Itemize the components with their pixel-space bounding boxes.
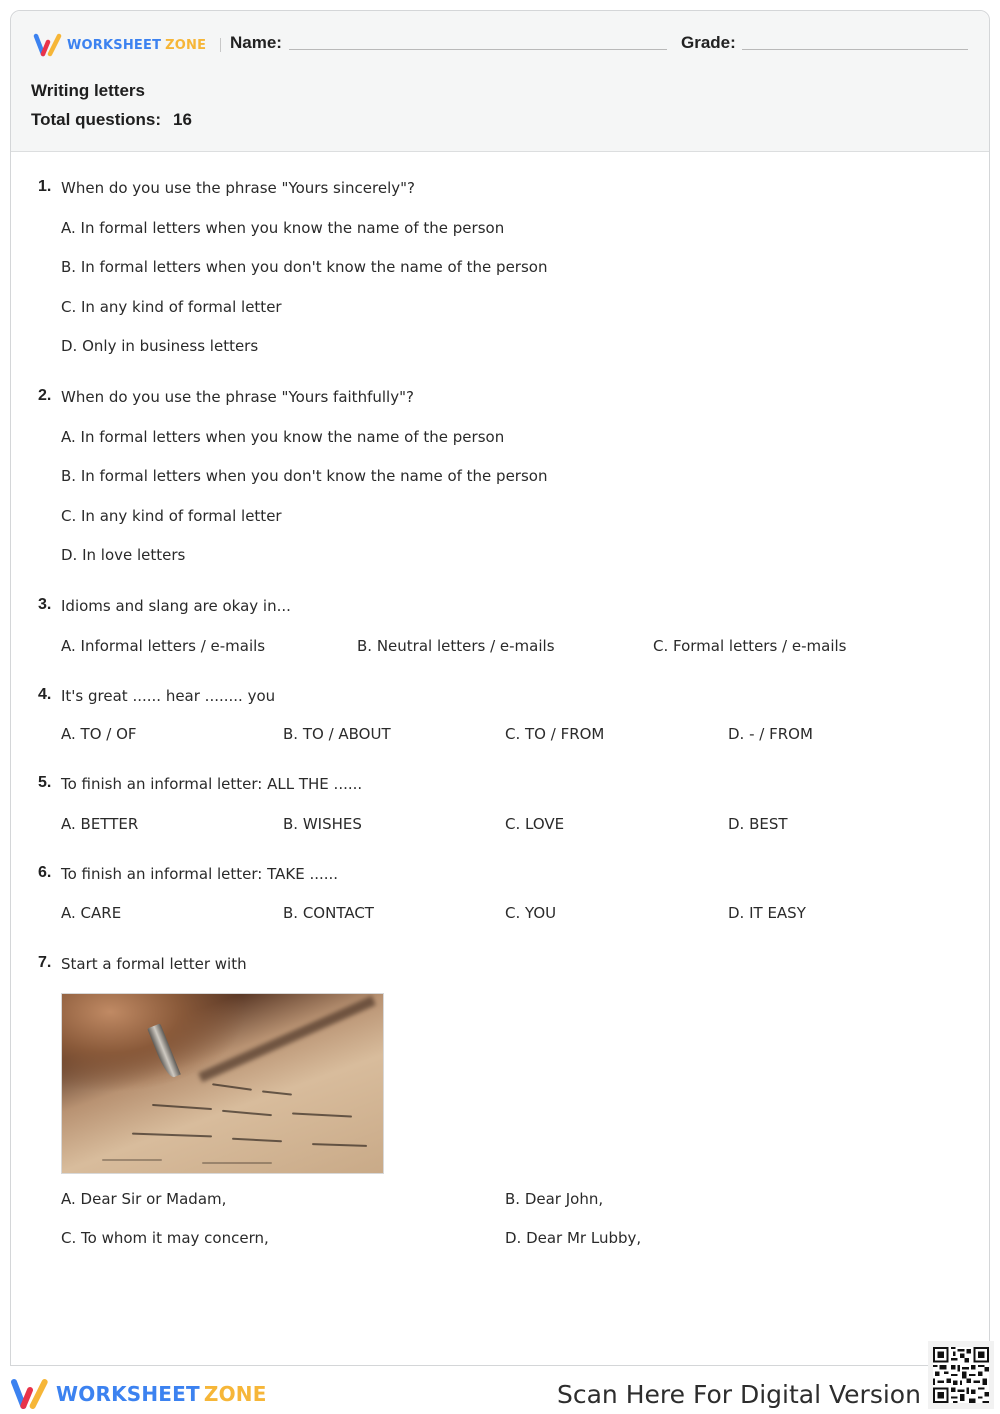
worksheet-page: [10, 10, 990, 1366]
question-text: To finish an informal letter: ALL THE ......: [61, 775, 363, 793]
option-d[interactable]: D. In love letters: [61, 546, 186, 564]
option-b[interactable]: B. CONTACT: [283, 904, 374, 922]
option-b[interactable]: B. TO / ABOUT: [283, 725, 391, 743]
handwriting: [102, 1159, 162, 1161]
question-number: 2.: [38, 387, 52, 404]
option-c[interactable]: C. In any kind of formal letter: [61, 298, 282, 316]
option-a[interactable]: A. In formal letters when you know the name of the person: [61, 219, 505, 237]
option-d[interactable]: D. - / FROM: [728, 725, 813, 743]
handwriting: [292, 1112, 352, 1117]
footer-brand-logo: [10, 1378, 267, 1410]
handwriting: [212, 1083, 252, 1091]
worksheet-title: Writing letters: [31, 81, 145, 100]
question-number: 7.: [38, 954, 52, 971]
question-number: 5.: [38, 774, 52, 791]
option-c[interactable]: C. Formal letters / e-mails: [653, 637, 847, 655]
divider: [220, 38, 221, 52]
handwriting: [222, 1110, 272, 1116]
grade-label: Grade:: [681, 33, 736, 52]
total-questions: Total questions: 16: [31, 110, 192, 129]
fountain-pen-letter-image: [61, 993, 384, 1174]
option-c[interactable]: C. YOU: [505, 904, 557, 922]
question-number: 1.: [38, 178, 52, 195]
option-a[interactable]: A. In formal letters when you know the name of the person: [61, 428, 505, 446]
brand-logo: [33, 33, 221, 57]
scan-digital-version-text: Scan Here For Digital Version: [557, 1380, 921, 1409]
handwriting: [262, 1090, 292, 1095]
qr-code-icon[interactable]: [928, 1341, 994, 1409]
handwriting: [152, 1104, 212, 1110]
worksheet-zone-logo-icon: [33, 33, 63, 57]
worksheet-header: [11, 11, 989, 152]
option-a[interactable]: A. Dear Sir or Madam,: [61, 1190, 227, 1208]
question-text: To finish an informal letter: TAKE ......: [61, 865, 339, 883]
question-number: 3.: [38, 596, 52, 613]
handwriting: [312, 1143, 367, 1147]
option-b[interactable]: B. Neutral letters / e-mails: [357, 637, 555, 655]
option-b[interactable]: B. WISHES: [283, 815, 362, 833]
option-d[interactable]: D. IT EASY: [728, 904, 806, 922]
footer-brand-wordmark: WORKSHEET ZONE: [56, 1382, 267, 1406]
question-text: Start a formal letter with: [61, 955, 247, 973]
question-text: When do you use the phrase "Yours faithfully"?: [61, 388, 414, 406]
option-b[interactable]: B. In formal letters when you don't know the name of the person: [61, 258, 548, 276]
option-d[interactable]: D. BEST: [728, 815, 788, 833]
question-number: 6.: [38, 864, 52, 881]
handwriting: [202, 1162, 272, 1164]
handwriting: [232, 1138, 282, 1143]
option-a[interactable]: A. BETTER: [61, 815, 139, 833]
option-b[interactable]: B. Dear John,: [505, 1190, 604, 1208]
option-c[interactable]: C. TO / FROM: [505, 725, 605, 743]
option-c[interactable]: C. In any kind of formal letter: [61, 507, 282, 525]
fountain-pen-icon: [147, 1023, 181, 1079]
worksheet-zone-logo-icon: [10, 1378, 50, 1410]
name-field[interactable]: [289, 49, 667, 50]
pen-shadow: [198, 996, 376, 1082]
total-questions-count: 16: [173, 110, 192, 129]
question-text: It's great ...... hear ........ you: [61, 687, 276, 705]
grade-field[interactable]: [742, 49, 968, 50]
option-c[interactable]: C. To whom it may concern,: [61, 1229, 269, 1247]
option-a[interactable]: A. CARE: [61, 904, 122, 922]
handwriting: [132, 1133, 212, 1138]
option-a[interactable]: A. TO / OF: [61, 725, 137, 743]
option-d[interactable]: D. Only in business letters: [61, 337, 259, 355]
option-d[interactable]: D. Dear Mr Lubby,: [505, 1229, 642, 1247]
option-b[interactable]: B. In formal letters when you don't know the name of the person: [61, 467, 548, 485]
brand-wordmark: WORKSHEET ZONE: [67, 37, 207, 53]
question-text: Idioms and slang are okay in...: [61, 597, 291, 615]
option-a[interactable]: A. Informal letters / e-mails: [61, 637, 266, 655]
option-c[interactable]: C. LOVE: [505, 815, 565, 833]
question-number: 4.: [38, 686, 52, 703]
name-label: Name:: [230, 33, 282, 52]
question-text: When do you use the phrase "Yours sincerely"?: [61, 179, 415, 197]
